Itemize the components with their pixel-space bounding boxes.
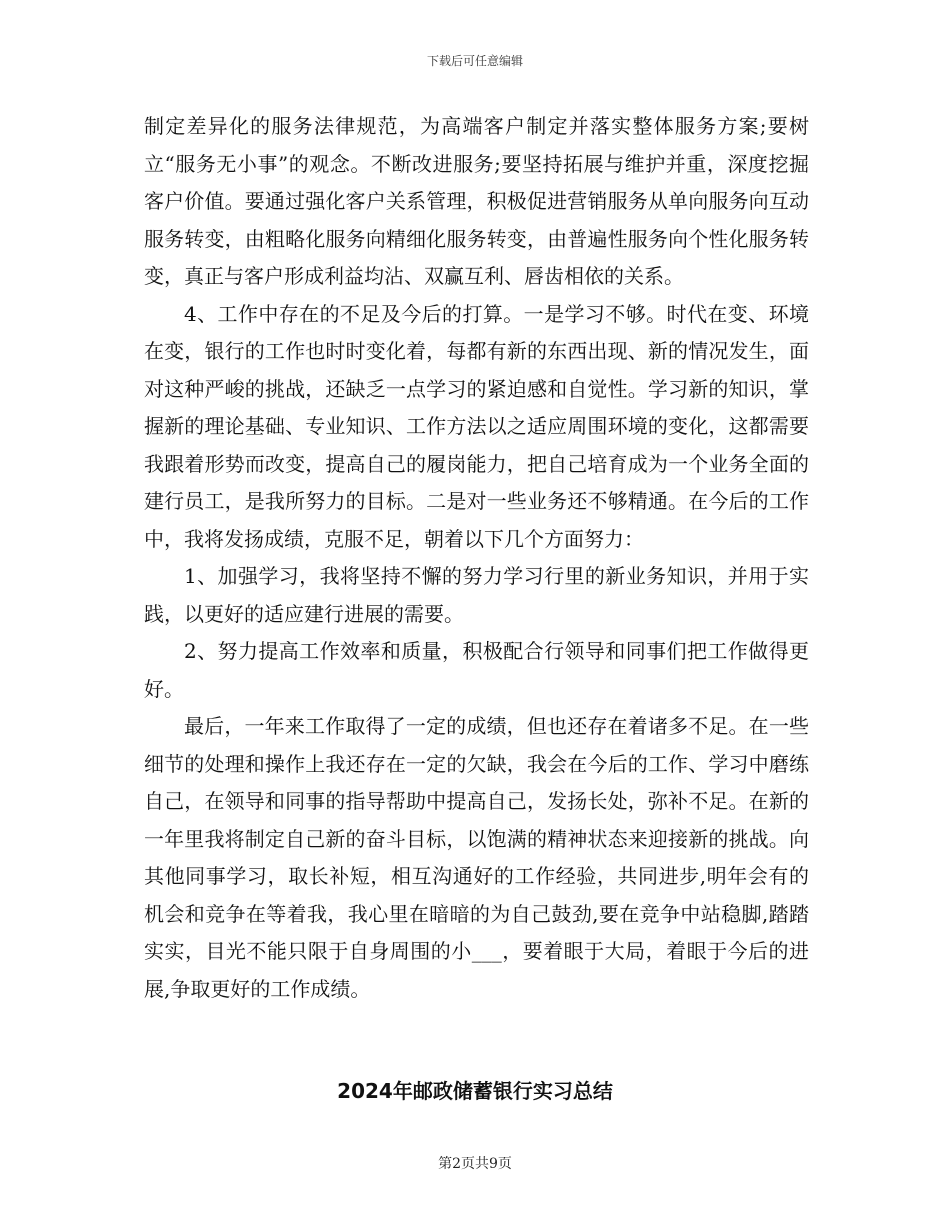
paragraph-service-continuation: 制定差异化的服务法律规范，为高端客户制定并落实整体服务方案;要树立“服务无小事”的观念。不断改进服务;要坚持拓展与维护并重，深度挖掘客户价值。要通过强化客户关系管理，积极促进营销服务从单向服务向互动服务转变，由粗略化服务向精细化服务转变，由普遍性服务向个性化服务转变，真正与客户形成利益均沾、双赢互利、唇齿相依的关系。 [144,114,809,288]
paragraph-shortcomings-plans: 4、工作中存在的不足及今后的打算。一是学习不够。时代在变、环境在变，银行的工作也时时变化着，每都有新的东西出现、新的情况发生，面对这种严峻的挑战，还缺乏一点学习的紧迫感和自觉性。学习新的知识，掌握新的理论基础、专业知识、工作方法以之适应周围环境的变化，这都需要我跟着形势而改变，提高自己的履岗能力，把自己培育成为一个业务全面的建行员工，是我所努力的目标。二是对一些业务还不够精通。在今后的工作中，我将发扬成绩，克服不足，朝着以下几个方面努力： [144,301,809,551]
paragraph-conclusion: 最后，一年来工作取得了一定的成绩，但也还存在着诸多不足。在一些细节的处理和操作上我还存在一定的欠缺，我会在今后的工作、学习中磨练自己，在领导和同事的指导帮助中提高自己，发扬长处，弥补不足。在新的一年里我将制定自己新的奋斗目标，以饱满的精神状态来迎接新的挑战。向其他同事学习，取长补短，相互沟通好的工作经验，共同进步,明年会有的机会和竞争在等着我，我心里在暗暗的为自己鼓劲,要在竞争中站稳脚,踏踏实实，目光不能只限于自身周围的小___，要着眼于大局，着眼于今后的进展,争取更好的工作成绩。 [144,714,809,1001]
paragraph-strengthen-learning: 1、加强学习，我将坚持不懈的努力学习行里的新业务知识，并用于实践，以更好的适应建行进展的需要。 [144,564,809,626]
page-header: 下载后可任意编辑 [426,54,523,68]
paragraph-improve-efficiency: 2、努力提高工作效率和质量，积极配合行领导和同事们把工作做得更好。 [144,639,809,701]
section-title: 2024年邮政储蓄银行实习总结 [337,1079,613,1103]
document-body [144,108,809,1008]
page-number: 第2页共9页 [438,1156,512,1172]
